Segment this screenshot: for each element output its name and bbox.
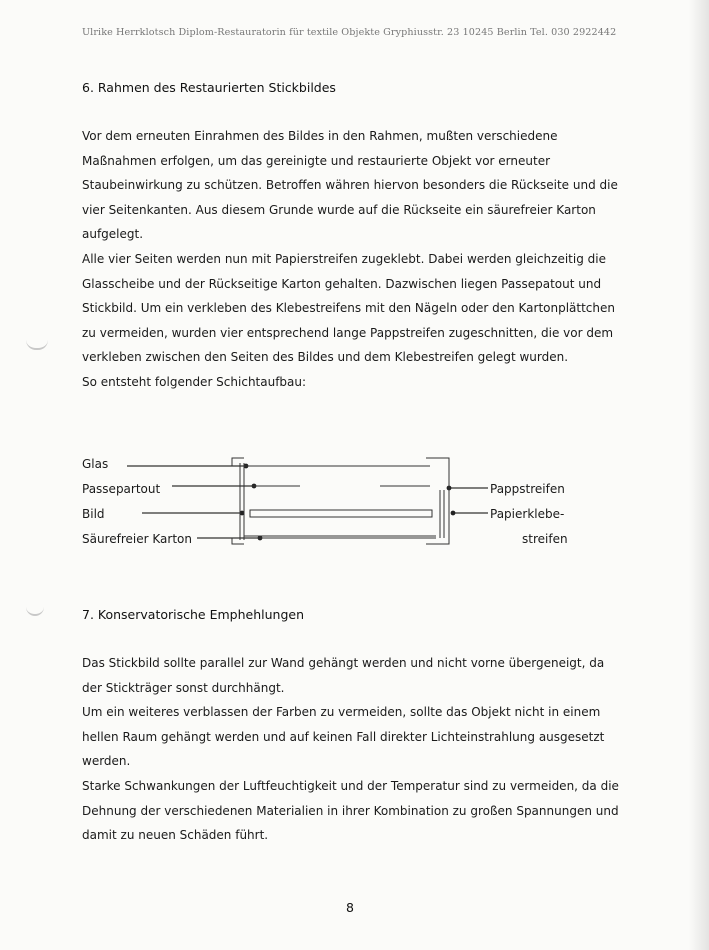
section-7-paragraph-2: Um ein weiteres verblassen der Farben zu vermeiden, sollte das Objekt nicht in einem hellen Raum gehängt werden und auf keinen Fall direkter Lichteinstrahlung ausgesetzt werden. xyxy=(82,705,605,769)
section-6-body xyxy=(82,124,627,395)
section-6-paragraph-3: So entsteht folgender Schichtaufbau: xyxy=(82,374,307,389)
label-passepartout: Passepartout xyxy=(82,482,161,496)
section-7-heading: 7. Konservatorische Emphehlungen xyxy=(82,607,304,622)
label-glas: Glas xyxy=(82,457,109,471)
label-karton: Säurefreier Karton xyxy=(82,532,192,546)
leader-dots xyxy=(240,464,456,541)
scan-mark xyxy=(26,606,44,616)
label-papierklebe: Papierklebe- xyxy=(490,507,565,521)
section-7-paragraph-1: Das Stickbild sollte parallel zur Wand gehängt werden und nicht vorne übergeneigt, da der Stickträger sonst durchhängt. xyxy=(82,656,605,695)
section-7-paragraph-3: Starke Schwankungen der Luftfeuchtigkeit und der Temperatur sind zu vermeiden, da die Dehnung der verschiedenen Materialien in ihrer Kombination zu großen Spannungen und damit zu neuen Schäden führt. xyxy=(82,778,619,843)
leader-lines xyxy=(127,466,488,538)
section-6-paragraph-1: Vor dem erneuten Einrahmen des Bildes in den Rahmen, mußten verschiedene Maßnahmen erfolgen, um das gereinigte und restaurierte Objekt vor erneuter Staubeinwirkung zu schützen. Betroffen währen hiervon besonders die Rückseite und die vier Seitenkanten. Aus diesem Grunde wurde auf die Rückseite ein säurefreier Karton aufgelegt. xyxy=(82,129,618,242)
label-streifen: streifen xyxy=(522,532,568,546)
page-number: 8 xyxy=(346,900,354,915)
section-6-heading: 6. Rahmen des Restaurierten Stickbildes xyxy=(82,80,336,95)
layer-diagram xyxy=(0,450,709,560)
frame-layers xyxy=(232,458,449,544)
letterhead: Ulrike Herrklotsch Diplom-Restauratorin für textile Objekte Gryphiusstr. 23 10245 Berlin Tel. 030 2922442 xyxy=(82,27,617,38)
label-bild: Bild xyxy=(82,507,105,521)
section-6-paragraph-2: Alle vier Seiten werden nun mit Papierstreifen zugeklebt. Dabei werden gleichzeitig die Glasscheibe und der Rückseitige Karton gehalten. Dazwischen liegen Passepatout und Stickbild. Um ein verkleben des Klebestreifens mit den Nägeln oder den Kartonplättchen zu vermeiden, wurden vier entsprechend lange Pappstreifen zugeschnitten, die vor dem verkleben zwischen den Seiten des Bildes und dem Klebestreifen gelegt wurden. xyxy=(82,251,615,365)
label-pappstreifen: Pappstreifen xyxy=(490,482,565,496)
section-7-body xyxy=(82,651,627,848)
scan-mark xyxy=(26,340,48,350)
